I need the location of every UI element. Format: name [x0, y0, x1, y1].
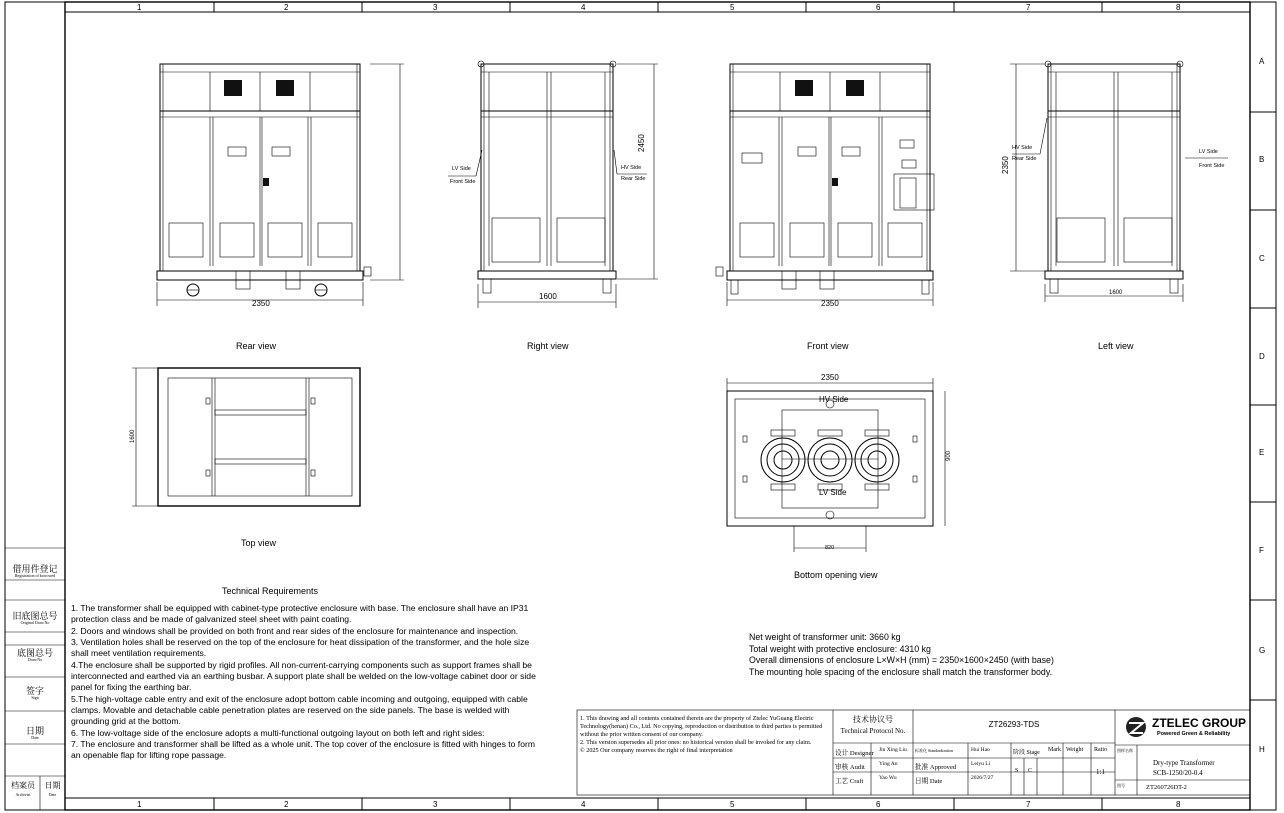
note-item: © 2025 Our company reserves the right of final interpretation — [580, 747, 733, 755]
col-1-bottom: 1 — [137, 800, 142, 809]
company-slogan: Powered Green & Reliability — [1157, 731, 1231, 737]
requirements-heading: Technical Requirements — [222, 586, 319, 596]
front-view — [716, 64, 934, 306]
strip-draw-cn: 底图总号 — [16, 648, 53, 658]
bottom-hv-label: HV Side — [819, 395, 849, 404]
top-view — [132, 368, 360, 506]
product-name-label: 图样名称 — [1117, 748, 1133, 753]
drawing-no-label: 图号 — [1117, 783, 1125, 788]
row-a: A — [1259, 57, 1265, 66]
right-height-dim: 2450 — [637, 134, 646, 152]
weight-label: Weight — [1066, 747, 1084, 753]
craft-name: Yao Wu — [879, 775, 897, 781]
note-item: 2. This version supersedes all prior ones: no historical version shall be invoked for any claim. — [580, 739, 812, 747]
right-hv-label: HV Side — [621, 165, 642, 171]
audit-label: 审核 Audit — [835, 764, 865, 771]
row-g: G — [1259, 646, 1266, 655]
weight-line: Overall dimensions of enclosure L×W×H (mm) = 2350×1600×2450 (with base) — [749, 655, 1054, 666]
right-view-title: Right view — [527, 341, 569, 351]
col-6-top: 6 — [876, 3, 881, 12]
date-label: 日期 Date — [915, 778, 943, 785]
left-lv-label: LV Side — [1199, 149, 1218, 155]
strip-sign-cn: 签字 — [25, 686, 44, 696]
archive-date-cn: 日期 — [44, 781, 61, 790]
col-3-top: 3 — [433, 3, 438, 12]
col-2-bottom: 2 — [284, 800, 289, 809]
ratio-label: Ratio — [1094, 747, 1107, 753]
requirement-item: 5.The high-voltage cable entry and exit of the enclosure adopt bottom cable incoming and outgoing, equipped with cable clamps. Movable and detachable cable penetration plates are reserved on the side panels. The base is welded with grounding grid at the bottom. — [71, 693, 528, 727]
left-rear-label: Rear Side — [1012, 156, 1037, 162]
col-4-top: 4 — [581, 3, 586, 12]
strip-date-en: Date — [31, 735, 39, 740]
right-view — [448, 61, 658, 308]
strip-borrowed-en: Registration of borrowed — [14, 573, 56, 578]
designer-name: Jin Xing Liu — [879, 747, 907, 753]
bottom-view-title: Bottom opening view — [794, 570, 878, 580]
left-height-dim: 2350 — [1001, 156, 1010, 174]
stage-s: S — [1015, 768, 1019, 774]
requirement-item: 1. The transformer shall be equipped with cabinet-type protective enclosure with base. The enclosure shall have an IP31 protection class and be made of galvanized steel sheet with paint coating. — [71, 603, 529, 625]
weight-line: Net weight of transformer unit: 3660 kg — [749, 632, 901, 642]
drawing-number: ZT260726DT-2 — [1146, 784, 1187, 791]
left-width-dim: 1600 — [1109, 290, 1123, 296]
col-2-top: 2 — [284, 3, 289, 12]
col-5-top: 5 — [730, 3, 735, 12]
standardization-name: Hui Hao — [971, 747, 990, 753]
designer-label: 设计 Designer — [835, 750, 874, 757]
col-1-top: 1 — [137, 3, 142, 12]
bottom-width-dim: 2350 — [821, 373, 839, 382]
bottom-depth-dim: 900 — [946, 450, 952, 461]
top-depth-dim: 1600 — [130, 429, 136, 443]
product-line-1: Dry-type Transformer — [1153, 759, 1215, 767]
rear-view — [157, 64, 404, 306]
bottom-opening-view — [727, 378, 945, 552]
company-name: ZTELEC GROUP — [1152, 716, 1247, 730]
requirement-item: 6. The low-voltage side of the enclosure adopts a multi-functional outgoing layout on both left and right sides: — [71, 727, 485, 738]
requirements-list — [71, 603, 541, 762]
weight-line: The mounting hole spacing of the enclosure shall match the transformer body. — [749, 666, 1053, 677]
rear-width-dim: 2350 — [252, 299, 270, 308]
requirement-item: 4.The enclosure shall be supported by rigid profiles. All non-current-carrying components such as support frames shall be interconnected and earthed via an earthing busbar. A support plate shall be welded on the low-voltage cabinet door or side panel for fixing the earthing bar. — [71, 659, 536, 693]
protocol-cn: 技术协议号 — [853, 715, 893, 724]
left-view — [1010, 61, 1228, 302]
protocol-number: ZT26293-TDS — [988, 720, 1040, 729]
bottom-lv-label: LV Side — [819, 488, 847, 497]
left-view-title: Left view — [1098, 341, 1134, 351]
row-b: B — [1259, 155, 1265, 164]
ratio-value: 1:1 — [1096, 768, 1105, 776]
col-3-bottom: 3 — [433, 800, 438, 809]
left-front-label: Front Side — [1199, 163, 1225, 169]
strip-old-draw-cn: 旧底图总号 — [12, 611, 58, 621]
front-width-dim: 2350 — [821, 299, 839, 308]
col-8-bottom: 8 — [1176, 800, 1181, 809]
right-front-label: Front Side — [450, 179, 476, 185]
stage-label: 阶段 Stage — [1013, 750, 1040, 756]
col-8-top: 8 — [1176, 3, 1181, 12]
row-e: E — [1259, 448, 1265, 457]
row-f: F — [1259, 546, 1264, 555]
weight-summary — [749, 632, 1054, 678]
row-h: H — [1259, 745, 1265, 754]
col-5-bottom: 5 — [730, 800, 735, 809]
col-7-bottom: 7 — [1026, 800, 1031, 809]
strip-sign-en: Sign — [31, 695, 39, 700]
requirement-item: 3. Ventilation holes shall be reserved on the top of the enclosure for heat dissipation of the transformer, and the hole size shall meet ventilation requirements. — [71, 637, 530, 659]
right-lv-label: LV Side — [452, 166, 471, 172]
top-view-title: Top view — [241, 538, 277, 548]
approved-label: 批准 Approved — [915, 764, 957, 771]
row-d: D — [1259, 352, 1265, 361]
product-line-2: SCB-1250/20-0.4 — [1153, 769, 1203, 777]
col-7-top: 7 — [1026, 3, 1031, 12]
bottom-opening-dim: 820 — [825, 545, 835, 551]
protocol-en: Technical Protocol No. — [840, 727, 906, 735]
requirement-item: 2. Doors and windows shall be provided on both front and rear sides of the enclosure for maintenance and inspection. — [71, 625, 519, 636]
left-hv-label: HV Side — [1012, 145, 1033, 151]
ztelec-logo-mark — [1126, 717, 1146, 737]
col-4-bottom: 4 — [581, 800, 586, 809]
strip-draw-en: Draw.No — [27, 657, 43, 662]
right-width-dim: 1600 — [539, 292, 557, 301]
row-c: C — [1259, 254, 1265, 263]
stage-c: C — [1028, 768, 1033, 774]
front-view-title: Front view — [807, 341, 849, 351]
right-rear-label: Rear Side — [621, 176, 646, 182]
col-6-bottom: 6 — [876, 800, 881, 809]
audit-name: Ying An — [879, 761, 898, 767]
copyright-notes — [580, 715, 830, 755]
rear-view-title: Rear view — [236, 341, 277, 351]
requirement-item: 7. The enclosure and transformer shall be lifted as a whole unit. The top cover of the enclosure is fitted with hinges to form an openable flap for lifting rope passage. — [71, 739, 535, 761]
strip-borrowed-cn: 借用件登记 — [12, 564, 58, 574]
archivist-en: Archivist — [15, 792, 31, 797]
archive-date-en: Date — [48, 792, 57, 797]
archivist-cn: 档案员 — [11, 781, 35, 790]
date-value: 2026/7/27 — [971, 775, 994, 781]
strip-old-draw-en: Original Draw.No — [20, 620, 50, 625]
note-item: 1. This drawing and all contents contained therein are the property of Ztelec YuGuang Electric Technology(henan) Co., Ltd. No copying, reproduction or distribution to third parties is permitted without the prior written consent of our company. — [580, 715, 823, 739]
approved-name: Leiyu Li — [971, 761, 991, 767]
weight-line: Total weight with protective enclosure: 4310 kg — [749, 643, 931, 654]
standardization-label: 标准化 Standardization — [915, 748, 954, 753]
craft-label: 工艺 Craft — [835, 778, 864, 785]
mark-label: Mark — [1048, 747, 1061, 753]
strip-date-cn: 日期 — [25, 726, 44, 736]
